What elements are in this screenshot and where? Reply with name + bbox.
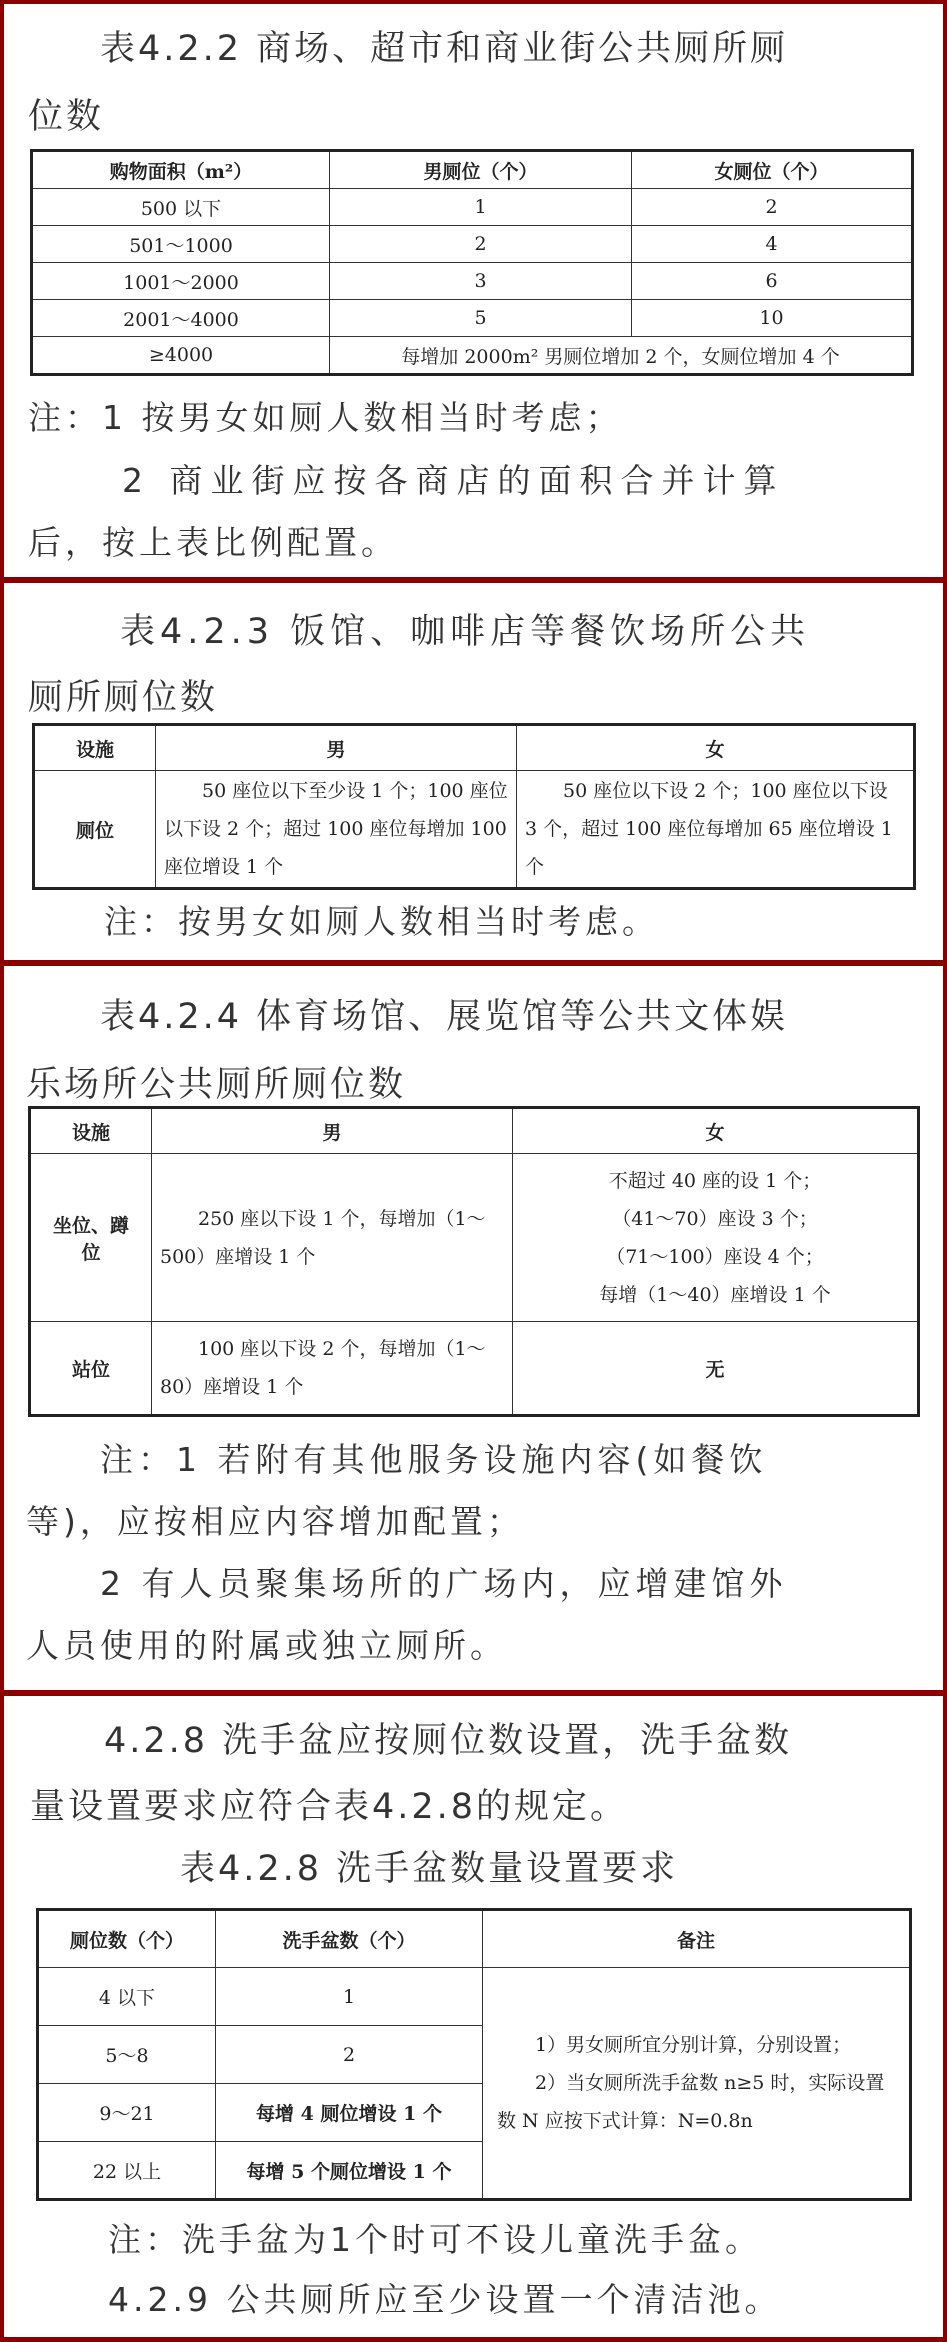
clause-4-2-8-line1: 4.2.8 洗手盆应按厕位数设置，洗手盆数 <box>104 1721 793 1761</box>
col-header-male: 男 <box>156 725 517 771</box>
table-4-2-4 <box>28 1106 920 1417</box>
note: 注：洗手盆为1个时可不设儿童洗手盆。 <box>108 2220 762 2259</box>
cell-facility: 坐位、蹲位 <box>30 1154 152 1322</box>
female-line: （41～70）座设 3 个； <box>612 1207 818 1230</box>
col-header-female: 女厕位（个） <box>632 151 913 189</box>
table-4-2-3-title-line1: 表4.2.3 饭馆、咖啡店等餐饮场所公共 <box>120 612 811 652</box>
table-4-2-2-title-line2: 位数 <box>28 97 105 137</box>
cell-stalls: 22 以上 <box>38 2142 216 2200</box>
col-header-male: 男 <box>152 1108 513 1154</box>
panel-table-4-2-4 <box>4 966 943 1690</box>
cell-basins: 1 <box>216 1968 483 2026</box>
cell-male: 250 座以下设 1 个，每增加（1～500）座增设 1 个 <box>152 1154 513 1322</box>
cell-female: 4 <box>632 226 913 263</box>
col-header-female: 女 <box>517 725 915 771</box>
note-2-cont: 后，按上表比例配置。 <box>28 523 398 562</box>
cell-male: 5 <box>330 300 632 337</box>
cell-facility: 站位 <box>30 1322 152 1416</box>
table-4-2-4-title-line2: 乐场所公共厕所厕位数 <box>26 1065 407 1105</box>
table-4-2-3-title-line2: 厕所厕位数 <box>28 678 219 718</box>
col-header-facility: 设施 <box>30 1108 152 1154</box>
col-header-remarks: 备注 <box>483 1910 911 1968</box>
table-4-2-4-title-line1: 表4.2.4 体育场馆、展览馆等公共文体娱 <box>100 997 789 1037</box>
table-row <box>34 771 915 889</box>
table-4-2-8 <box>36 1908 912 2201</box>
note-2-cont: 人员使用的附属或独立厕所。 <box>26 1626 507 1665</box>
table-4-2-8-title: 表4.2.8 洗手盆数量设置要求 <box>180 1849 679 1889</box>
col-header-basins: 洗手盆数（个） <box>216 1910 483 1968</box>
cell-stalls: 5～8 <box>38 2026 216 2084</box>
clause-4-2-9: 4.2.9 公共厕所应至少设置一个清洁池。 <box>108 2280 782 2319</box>
table-4-2-2 <box>30 149 914 376</box>
cell-area: ≥4000 <box>32 337 330 375</box>
cell-area: 2001～4000 <box>32 300 330 337</box>
table-4-2-3 <box>32 723 916 890</box>
cell-male: 1 <box>330 189 632 226</box>
cell-area: 1001～2000 <box>32 263 330 300</box>
cell-stalls: 9～21 <box>38 2084 216 2142</box>
panel-table-4-2-3 <box>4 583 943 960</box>
cell-male: 50 座位以下至少设 1 个；100 座位以下设 2 个；超过 100 座位每增加 100 座位增设 1 个 <box>156 771 517 889</box>
col-header-facility: 设施 <box>34 725 156 771</box>
clause-4-2-8-line2: 量设置要求应符合表4.2.8的规定。 <box>30 1787 629 1827</box>
remark-1: 1）男女厕所宜分别计算，分别设置； <box>535 2034 852 2056</box>
female-line: 不超过 40 座的设 1 个； <box>608 1169 822 1192</box>
note-1-cont: 等)，应按相应内容增加配置； <box>26 1502 524 1541</box>
col-header-male: 男厕位（个） <box>330 151 632 189</box>
col-header-stalls: 厕位数（个） <box>38 1910 216 1968</box>
cell-female: 无 <box>513 1322 919 1416</box>
note-2: 2 商业街应按各商店的面积合并计算 <box>122 461 785 500</box>
col-header-area: 购物面积（m²） <box>32 151 330 189</box>
cell-female <box>513 1154 919 1322</box>
female-line: 每增（1～40）座增设 1 个 <box>599 1283 831 1306</box>
cell-female: 6 <box>632 263 913 300</box>
note: 注：按男女如厕人数相当时考虑。 <box>104 902 659 941</box>
cell-basins: 每增 4 厕位增设 1 个 <box>216 2084 483 2142</box>
female-line: （71～100）座设 4 个； <box>606 1245 824 1268</box>
cell-male: 3 <box>330 263 632 300</box>
col-header-female: 女 <box>513 1108 919 1154</box>
table-row <box>32 263 913 300</box>
table-row <box>32 337 913 375</box>
table-row <box>38 1968 911 2026</box>
table-row <box>30 1154 919 1322</box>
table-row <box>32 300 913 337</box>
note-1: 注：1 按男女如厕人数相当时考虑； <box>28 398 623 437</box>
cell-stalls: 4 以下 <box>38 1968 216 2026</box>
cell-facility: 厕位 <box>34 771 156 889</box>
panel-table-4-2-2 <box>4 4 943 577</box>
cell-remarks <box>483 1968 911 2200</box>
table-row <box>30 1322 919 1416</box>
cell-rule: 每增加 2000m² 男厕位增加 2 个，女厕位增加 4 个 <box>330 337 913 375</box>
table-row <box>32 189 913 226</box>
cell-female: 10 <box>632 300 913 337</box>
remark-2: 2）当女厕所洗手盆数 n≥5 时，实际设置数 N 应按下式计算：N=0.8n <box>497 2072 885 2132</box>
note-2: 2 有人员聚集场所的广场内，应增建馆外 <box>100 1564 788 1603</box>
cell-female: 2 <box>632 189 913 226</box>
cell-male: 100 座以下设 2 个，每增加（1～80）座增设 1 个 <box>152 1322 513 1416</box>
cell-female: 50 座位以下设 2 个；100 座位以下设 3 个，超过 100 座位每增加 65 座位增设 1 个 <box>517 771 915 889</box>
table-row <box>32 226 913 263</box>
cell-area: 500 以下 <box>32 189 330 226</box>
cell-basins: 每增 5 个厕位增设 1 个 <box>216 2142 483 2200</box>
panel-clause-4-2-8 <box>4 1696 943 2337</box>
cell-area: 501～1000 <box>32 226 330 263</box>
cell-basins: 2 <box>216 2026 483 2084</box>
table-4-2-2-title-line1: 表4.2.2 商场、超市和商业街公共厕所厕 <box>100 29 789 69</box>
note-1: 注：1 若附有其他服务设施内容(如餐饮 <box>100 1440 768 1479</box>
cell-male: 2 <box>330 226 632 263</box>
